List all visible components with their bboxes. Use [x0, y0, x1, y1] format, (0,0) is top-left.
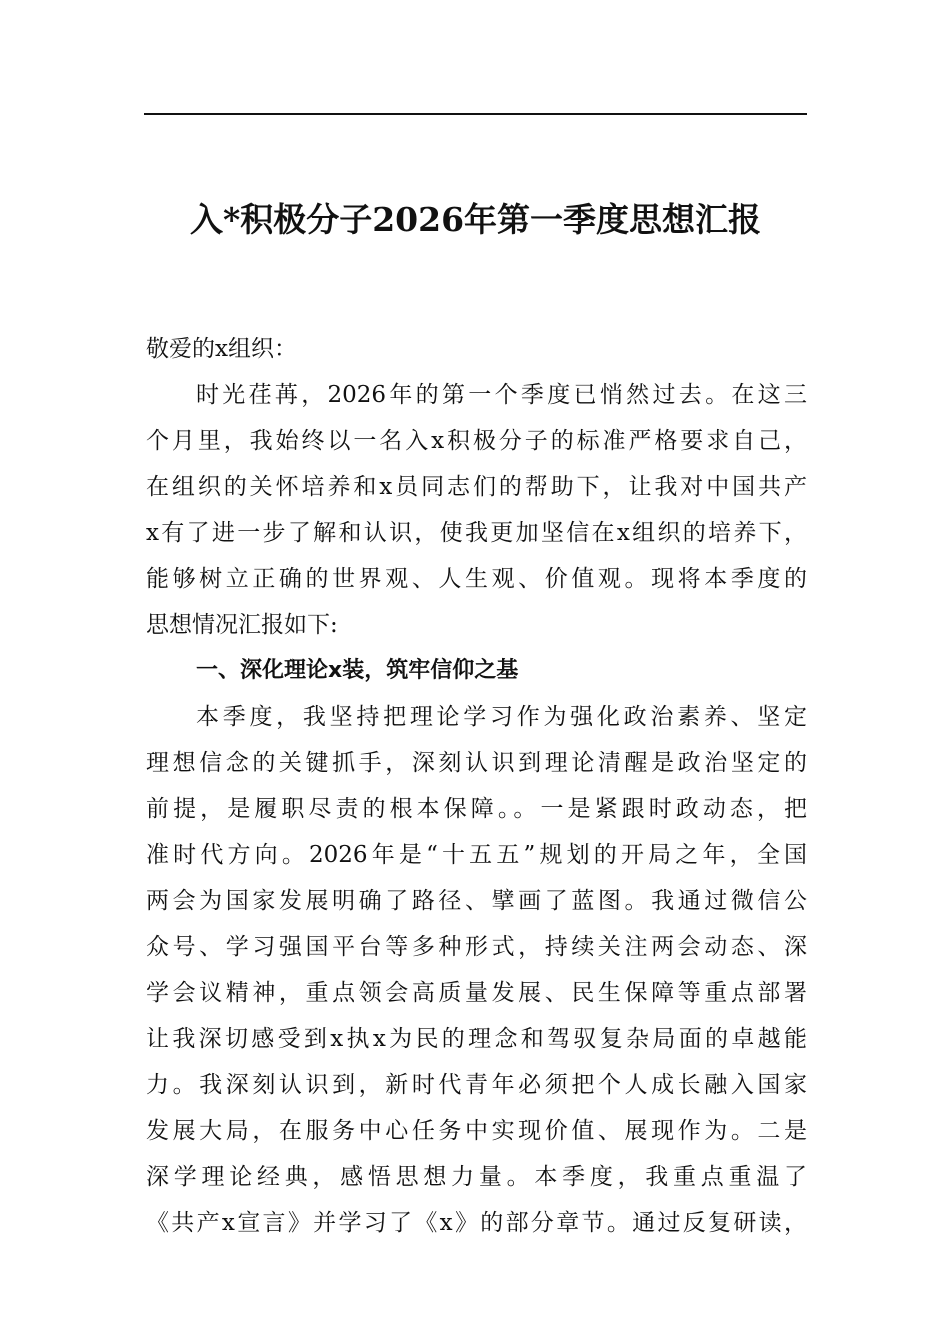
- paragraph2-line: 让我深切感受到x执x为民的理念和驾驭复杂局面的卓越能: [146, 1026, 807, 1052]
- paragraph2-line: 《共产x宣言》并学习了《x》的部分章节。通过反复研读，: [146, 1210, 807, 1236]
- paragraph2-line: 深学理论经典，感悟思想力量。本季度，我重点重温了: [146, 1164, 807, 1190]
- paragraph1-line: x有了进一步了解和认识，使我更加坚信在x组织的培养下，: [146, 520, 807, 546]
- paragraph2-line: 前提，是履职尽责的根本保障。。一是紧跟时政动态，把: [146, 796, 807, 822]
- paragraph1-line: 时光荏苒，2026年的第一个季度已悄然过去。在这三: [196, 382, 807, 408]
- paragraph2-line: 学会议精神，重点领会高质量发展、民生保障等重点部署: [146, 980, 807, 1006]
- paragraph2-line: 力。我深刻认识到，新时代青年必须把个人成长融入国家: [146, 1072, 807, 1098]
- paragraph2-line: 准时代方向。2026年是“十五五”规划的开局之年，全国: [146, 842, 807, 868]
- salutation: 敬爱的x组织：: [146, 336, 297, 362]
- section-heading: 一、深化理论x装，筑牢信仰之基: [196, 658, 519, 683]
- paragraph2-line: 本季度，我坚持把理论学习作为强化政治素养、坚定: [196, 704, 807, 730]
- header-rule: [144, 113, 807, 115]
- paragraph2-line: 发展大局，在服务中心任务中实现价值、展现作为。二是: [146, 1118, 807, 1144]
- paragraph2-line: 理想信念的关键抓手，深刻认识到理论清醒是政治坚定的: [146, 750, 807, 776]
- document-body: [146, 326, 807, 1246]
- paragraph1-line: 能够树立正确的世界观、人生观、价值观。现将本季度的: [146, 566, 807, 592]
- document-title: 入*积极分子2026年第一季度思想汇报: [189, 200, 762, 239]
- paragraph2-line: 众号、学习强国平台等多种形式，持续关注两会动态、深: [146, 934, 807, 960]
- paragraph1-line: 在组织的关怀培养和x员同志们的帮助下，让我对中国共产: [146, 474, 807, 500]
- paragraph2-line: 两会为国家发展明确了路径、擘画了蓝图。我通过微信公: [146, 888, 807, 914]
- paragraph1-line: 个月里，我始终以一名入x积极分子的标准严格要求自己，: [146, 428, 807, 454]
- paragraph1-line: 思想情况汇报如下:: [146, 612, 338, 638]
